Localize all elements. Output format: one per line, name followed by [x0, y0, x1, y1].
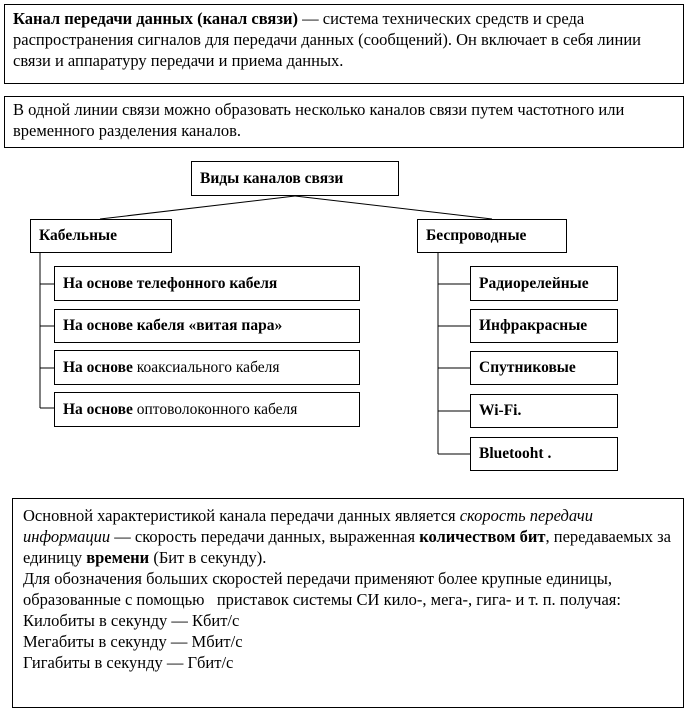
info-text: , передаваемых за единицу	[23, 527, 671, 567]
cable-item	[54, 309, 360, 343]
wireless-item	[470, 351, 618, 385]
unit-line: Килобиты в секунду — Кбит/с	[23, 611, 240, 630]
info-box	[12, 498, 684, 708]
info-text: Основной характеристикой канала передачи данных является	[23, 506, 460, 525]
root-label: Виды каналов связи	[200, 169, 344, 187]
wireless-item	[470, 266, 618, 301]
cable-item-normal: оптоволоконного кабеля	[132, 400, 298, 418]
unit-line: Мегабиты в секунду — Мбит/с	[23, 632, 243, 651]
info-emphasis: скорость передачи информации	[23, 506, 594, 546]
wireless-item-label: Bluetooht .	[479, 445, 552, 462]
wireless-item	[470, 437, 618, 471]
info-text: (Бит в секунду).	[149, 548, 267, 567]
note-text: В одной линии связи можно образовать несколько каналов связи путем частотного или временного разделения каналов.	[13, 100, 625, 140]
info-paragraph-2: Для обозначения больших скоростей передачи применяют более крупные единицы, образованные с помощью приставок системы СИ кило-, мега-, гига- и т. п. получая:	[23, 569, 621, 609]
cable-item-bold: На основе	[63, 358, 133, 376]
info-paragraph-1	[23, 505, 673, 568]
info-text: — скорость передачи данных, выраженная	[110, 527, 420, 546]
info-strong: времени	[86, 548, 150, 567]
info-strong: количеством бит	[419, 527, 546, 546]
cable-label: Кабельные	[39, 227, 118, 244]
definition-text: — система технических средств и среда распространения сигналов для передачи данных (сообщений). Он включает в себя линии связи и аппаратуру передачи и приема данных.	[13, 9, 641, 70]
wireless-item	[470, 394, 618, 428]
unit-line: Гигабиты в секунду — Гбит/с	[23, 653, 234, 672]
cable-item-bold: На основе кабеля «витая пара»	[63, 317, 283, 334]
wireless-item-label: Инфракрасные	[479, 317, 588, 334]
wireless-item-label: Радиорелейные	[479, 274, 589, 292]
cable-item	[54, 392, 360, 427]
wireless-item-label: Спутниковые	[479, 359, 576, 376]
cable-item-normal: коаксиального кабеля	[132, 358, 280, 376]
cable-item	[54, 350, 360, 385]
cable-item	[54, 266, 360, 301]
wireless-node	[417, 219, 567, 253]
cable-item-bold: На основе	[63, 400, 133, 418]
cable-node	[30, 219, 172, 253]
cable-item-bold: На основе телефонного кабеля	[63, 274, 278, 292]
wireless-label: Беспроводные	[426, 227, 527, 244]
wireless-item-label: Wi-Fi.	[479, 402, 522, 419]
wireless-item	[470, 309, 618, 343]
root-node	[191, 161, 399, 196]
definition-term: Канал передачи данных (канал связи)	[13, 9, 298, 28]
